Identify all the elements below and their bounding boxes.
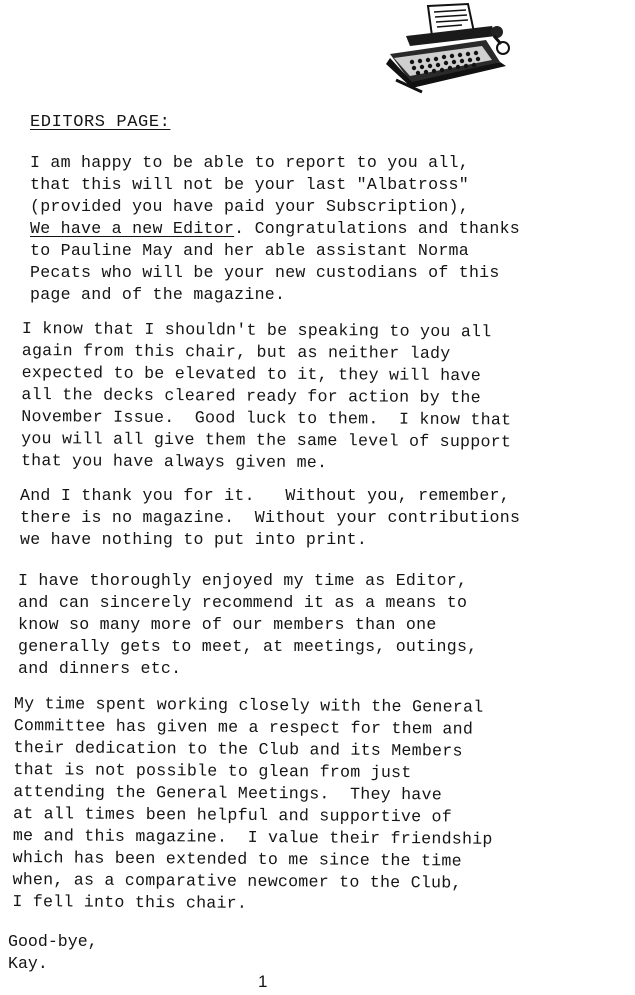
signoff-name: Kay. <box>8 954 48 973</box>
text-line: (provided you have paid your Subscription), <box>30 197 469 216</box>
text-line: generally gets to meet, at meetings, outings, <box>18 637 478 656</box>
text-line: November Issue. Good luck to them. I know that <box>21 406 512 430</box>
paragraph-new-editor <box>30 152 520 306</box>
paragraph-committee <box>12 693 493 917</box>
text-line: My time spent working closely with the General <box>13 693 484 717</box>
text-line: And I thank you for it. Without you, remember, <box>20 486 510 505</box>
text-fragment: . Congratulations and thanks <box>234 219 520 238</box>
paragraph-chair <box>21 318 512 475</box>
text-line: know so many more of our members than one <box>18 615 437 634</box>
text-line: expected to be elevated to it, they will have <box>21 362 482 386</box>
paragraph-thanks <box>20 485 520 551</box>
text-line: that is not possible to glean from just <box>13 759 412 783</box>
text-line: there is no magazine. Without your contributions <box>20 508 521 527</box>
text-line: me and this magazine. I value their friendship <box>12 825 493 849</box>
text-line: which has been extended to me since the time <box>12 847 462 871</box>
text-line: attending the General Meetings. They have <box>13 781 443 805</box>
text-line: and dinners etc. <box>18 659 182 678</box>
text-line: page and of the magazine. <box>30 285 286 304</box>
text-line: Committee has given me a respect for them and <box>13 715 474 739</box>
page-heading: EDITORS PAGE: <box>30 113 171 132</box>
text-line: I fell into this chair. <box>12 891 248 913</box>
text-line: Pecats who will be your new custodians of this <box>30 263 500 282</box>
text-line: I have thoroughly enjoyed my time as Editor, <box>18 571 468 590</box>
text-line: I am happy to be able to report to you all, <box>30 153 469 172</box>
typewriter-icon <box>382 2 516 94</box>
text-line: at all times been helpful and supportive of <box>12 803 453 827</box>
paragraph-enjoyed <box>18 570 477 680</box>
text-line <box>30 218 520 240</box>
text-line: that you have always given me. <box>20 450 328 473</box>
text-line: their dedication to the Club and its Members <box>13 737 463 761</box>
text-line: that this will not be your last "Albatross" <box>30 175 469 194</box>
text-line: when, as a comparative newcomer to the Club, <box>12 869 462 893</box>
text-line: all the decks cleared ready for action by the <box>21 384 481 408</box>
text-line: you will all give them the same level of support <box>21 428 512 452</box>
page-number: 1 <box>258 972 268 991</box>
text-line: we have nothing to put into print. <box>20 530 368 549</box>
text-line: I know that I shouldn't be speaking to you all <box>21 318 492 342</box>
text-line: and can sincerely recommend it as a means to <box>18 593 468 612</box>
text-line: to Pauline May and her able assistant Norma <box>30 241 469 260</box>
signoff <box>8 931 98 975</box>
text-line: again from this chair, but as neither lady <box>21 340 451 363</box>
underlined-phrase: We have a new Editor <box>30 219 235 238</box>
signoff-greeting: Good-bye, <box>8 932 98 951</box>
